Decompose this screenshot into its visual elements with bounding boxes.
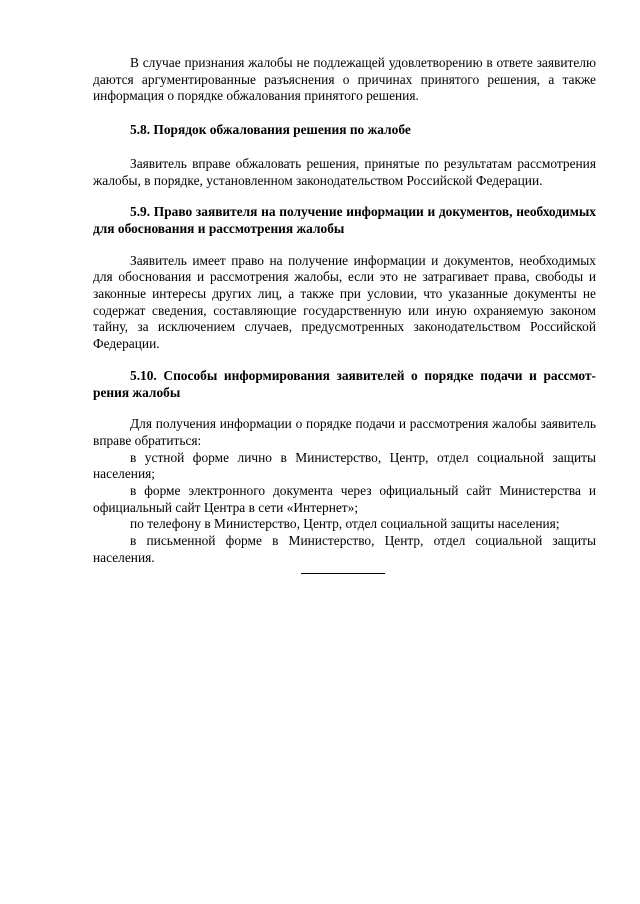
- spacer: [93, 105, 596, 122]
- spacer: [93, 238, 596, 253]
- list-item-written-form: в письменной форме в Министерство, Центр, отдел социальной защиты населения.: [93, 533, 596, 565]
- section-heading-5-9: 5.9. Право заявителя на получение информации и документов, необходимых для обоснования и рассмотрения жалобы: [93, 204, 596, 236]
- spacer: [93, 353, 596, 368]
- list-item-telephone: по телефону в Министерство, Центр, отдел социальной защиты населения;: [130, 516, 560, 532]
- section-heading-5-8: 5.8. Порядок обжалования решения по жалобе: [130, 122, 411, 138]
- list-item-electronic-form: в форме электронного документа через официальный сайт Министерства и официальный сайт Центра в сети «Интернет»;: [93, 483, 596, 515]
- list-item-oral-form: в устной форме лично в Министерство, Центр, отдел социальной защиты населения;: [93, 449, 596, 482]
- paragraph-appeal-procedure: Заявитель вправе обжаловать решения, принятые по результатам рассмотрения жалобы, в порядке, установленном законодательством Российской Федерации.: [93, 155, 596, 188]
- end-of-document-rule: [301, 573, 385, 574]
- spacer: [93, 139, 596, 156]
- document-body: [93, 55, 596, 567]
- spacer: [93, 401, 596, 416]
- paragraph-right-to-information: Заявитель имеет право на получение информации и документов, необходимых для обоснования и рассмотрения жалобы, если это не затрагивает права, свободы и законные интересы других лиц, а также при условии, что указанные документы не содержат сведения, составляющие государственную или иную охраняемую законом тайну, за исключением случаев, предусмотренных законодательством Российской Федерации.: [93, 252, 596, 352]
- paragraph-information-methods-intro: Для получения информации о порядке подачи и рассмотрения жалобы заявитель вправе обратиться:: [93, 416, 596, 448]
- spacer: [93, 189, 596, 204]
- section-heading-5-10: 5.10. Способы информирования заявителей о порядке подачи и рассмотрения жалобы: [93, 367, 596, 400]
- paragraph-complaint-rejection: В случае признания жалобы не подлежащей удовлетворению в ответе заявителю даются аргументированные разъяснения о причинах принятого решения, а также информация о порядке обжалования принятого решения.: [93, 55, 596, 104]
